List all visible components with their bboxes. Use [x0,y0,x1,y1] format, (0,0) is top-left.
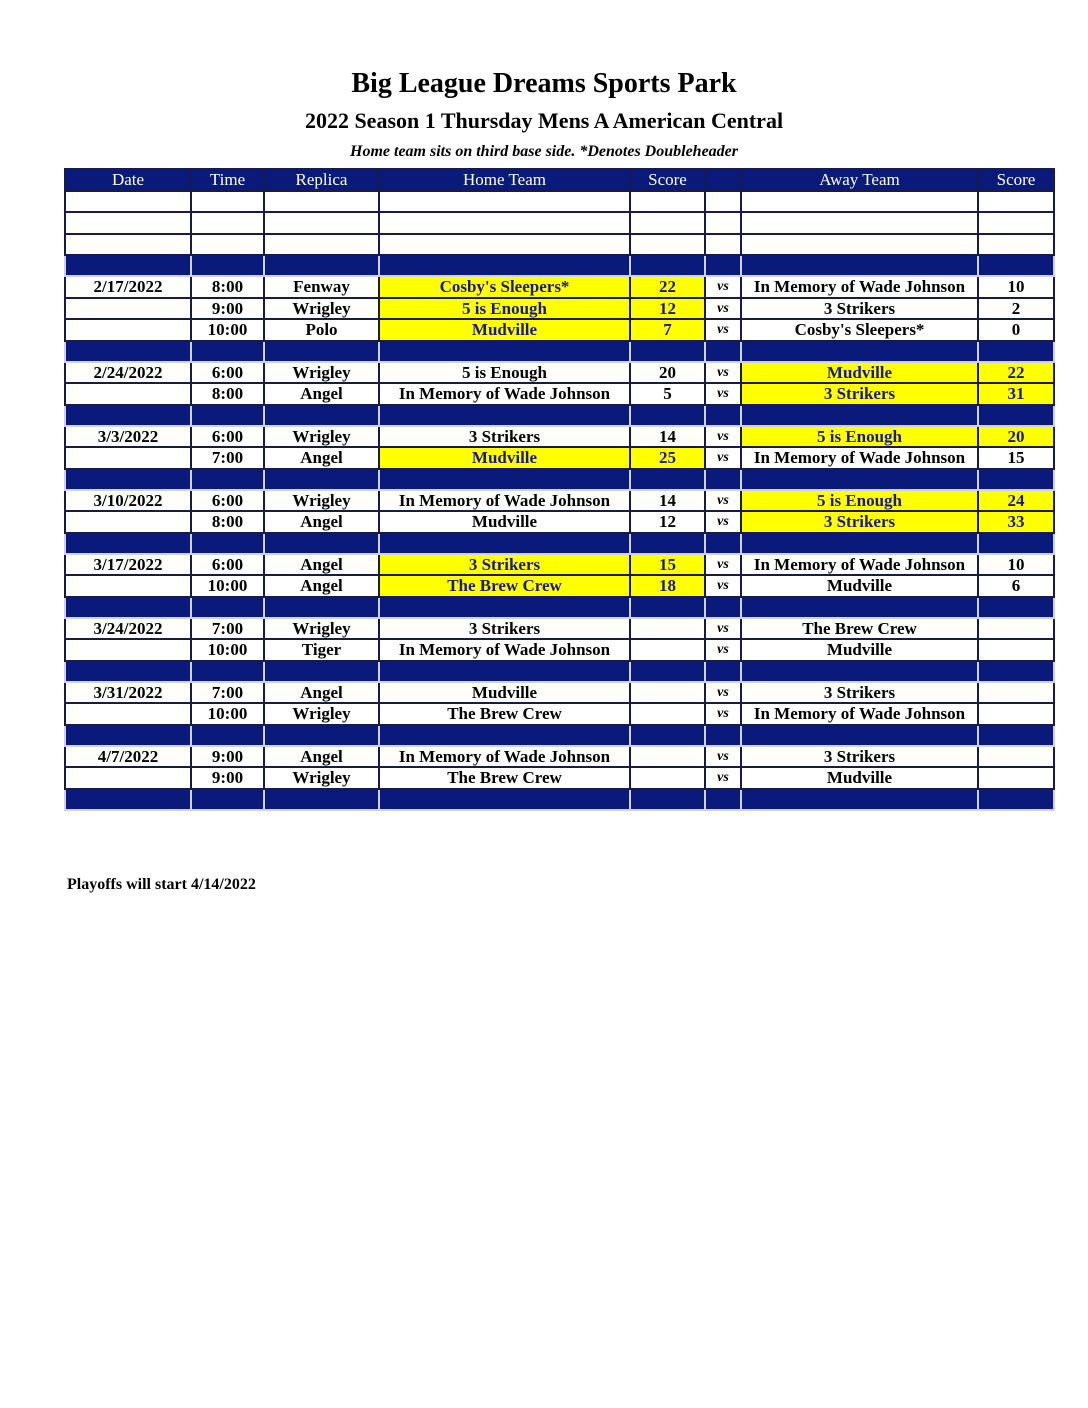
separator-cell [191,469,264,490]
separator-cell [630,405,705,426]
separator-cell [705,661,741,682]
replica-cell: Angel [264,554,379,576]
separator-cell [65,725,191,746]
vs-cell: vs [705,703,741,725]
home-team-cell: The Brew Crew [379,767,630,789]
separator-cell [741,255,978,276]
vs-cell: vs [705,682,741,704]
separator-cell [264,255,379,276]
replica-cell: Angel [264,575,379,597]
vs-cell: vs [705,383,741,405]
home-score-cell [630,703,705,725]
home-team-cell: 3 Strikers [379,554,630,576]
col-header-replica: Replica [264,169,379,191]
replica-cell: Angel [264,682,379,704]
home-score-cell [630,767,705,789]
separator-row [65,341,1054,362]
away-score-cell [978,618,1054,640]
date-cell: 2/17/2022 [65,276,191,298]
game-row [65,682,1054,704]
schedule-table [64,168,1055,811]
game-row [65,618,1054,640]
away-score-cell [978,639,1054,661]
separator-cell [978,789,1054,810]
col-header-away-team: Away Team [741,169,978,191]
separator-cell [65,469,191,490]
time-cell: 8:00 [191,383,264,405]
col-header-home-team: Home Team [379,169,630,191]
replica-cell: Wrigley [264,298,379,320]
vs-cell: vs [705,447,741,469]
blank-cell [191,234,264,256]
separator-cell [741,661,978,682]
game-row [65,511,1054,533]
separator-cell [264,661,379,682]
separator-cell [191,533,264,554]
schedule-note: Home team sits on third base side. *Denotes Doubleheader [350,143,738,160]
vs-cell: vs [705,746,741,768]
date-cell [65,447,191,469]
replica-cell: Polo [264,319,379,341]
time-cell: 10:00 [191,319,264,341]
away-score-cell: 2 [978,298,1054,320]
separator-cell [379,341,630,362]
page-title: Big League Dreams Sports Park [351,68,737,99]
separator-cell [264,725,379,746]
home-score-cell: 14 [630,490,705,512]
away-team-cell: In Memory of Wade Johnson [741,554,978,576]
separator-cell [65,405,191,426]
vs-cell: vs [705,298,741,320]
time-cell: 7:00 [191,682,264,704]
separator-cell [705,533,741,554]
replica-cell: Angel [264,383,379,405]
separator-cell [264,469,379,490]
separator-cell [191,597,264,618]
separator-row [65,255,1054,276]
separator-cell [978,405,1054,426]
blank-cell [379,234,630,256]
replica-cell: Wrigley [264,362,379,384]
separator-cell [630,661,705,682]
replica-cell: Wrigley [264,490,379,512]
date-cell: 4/7/2022 [65,746,191,768]
separator-cell [630,597,705,618]
away-team-cell: Cosby's Sleepers* [741,319,978,341]
separator-cell [65,597,191,618]
date-cell: 3/17/2022 [65,554,191,576]
blank-cell [705,234,741,256]
date-cell [65,639,191,661]
date-cell: 3/31/2022 [65,682,191,704]
home-team-cell: Mudville [379,447,630,469]
date-cell: 3/3/2022 [65,426,191,448]
away-score-cell [978,703,1054,725]
home-score-cell [630,682,705,704]
away-score-cell: 31 [978,383,1054,405]
separator-cell [630,533,705,554]
blank-cell [630,191,705,213]
vs-cell: vs [705,490,741,512]
game-row [65,319,1054,341]
page-subtitle: 2022 Season 1 Thursday Mens A American Central [304,108,784,133]
separator-cell [379,469,630,490]
separator-cell [379,597,630,618]
time-cell: 9:00 [191,298,264,320]
blank-cell [741,234,978,256]
vs-cell: vs [705,767,741,789]
blank-cell [191,191,264,213]
separator-row [65,533,1054,554]
game-row [65,746,1054,768]
blank-cell [379,212,630,234]
blank-cell [978,212,1054,234]
date-cell [65,703,191,725]
date-cell: 3/24/2022 [65,618,191,640]
blank-row [65,234,1054,256]
separator-cell [741,597,978,618]
separator-cell [705,405,741,426]
game-row [65,575,1054,597]
separator-cell [741,533,978,554]
separator-cell [630,725,705,746]
col-header-home-score: Score [630,169,705,191]
time-cell: 6:00 [191,426,264,448]
home-score-cell: 22 [630,276,705,298]
game-row [65,767,1054,789]
home-team-cell: In Memory of Wade Johnson [379,383,630,405]
separator-cell [191,341,264,362]
vs-cell: vs [705,276,741,298]
separator-cell [741,725,978,746]
away-team-cell: In Memory of Wade Johnson [741,276,978,298]
home-team-cell: 3 Strikers [379,426,630,448]
game-row [65,298,1054,320]
separator-cell [741,341,978,362]
blank-cell [379,191,630,213]
blank-cell [264,234,379,256]
separator-cell [978,341,1054,362]
separator-row [65,789,1054,810]
separator-cell [978,533,1054,554]
vs-cell: vs [705,319,741,341]
separator-row [65,405,1054,426]
separator-cell [65,533,191,554]
separator-cell [191,255,264,276]
blank-cell [630,234,705,256]
separator-cell [379,255,630,276]
game-row [65,383,1054,405]
separator-cell [630,341,705,362]
separator-cell [978,469,1054,490]
separator-cell [191,405,264,426]
vs-cell: vs [705,511,741,533]
separator-cell [379,789,630,810]
blank-cell [264,212,379,234]
separator-cell [705,597,741,618]
home-score-cell [630,618,705,640]
home-team-cell: 3 Strikers [379,618,630,640]
separator-cell [264,597,379,618]
time-cell: 6:00 [191,362,264,384]
game-row [65,703,1054,725]
home-team-cell: In Memory of Wade Johnson [379,746,630,768]
home-score-cell: 25 [630,447,705,469]
separator-row [65,469,1054,490]
vs-cell: vs [705,639,741,661]
separator-cell [978,597,1054,618]
replica-cell: Wrigley [264,426,379,448]
separator-cell [379,405,630,426]
separator-cell [705,789,741,810]
separator-cell [379,725,630,746]
away-team-cell: In Memory of Wade Johnson [741,703,978,725]
separator-cell [705,255,741,276]
away-score-cell: 24 [978,490,1054,512]
home-score-cell: 12 [630,298,705,320]
game-row [65,554,1054,576]
home-score-cell: 12 [630,511,705,533]
away-team-cell: In Memory of Wade Johnson [741,447,978,469]
away-team-cell: Mudville [741,362,978,384]
home-score-cell: 15 [630,554,705,576]
separator-cell [65,255,191,276]
blank-cell [264,191,379,213]
date-cell [65,767,191,789]
replica-cell: Tiger [264,639,379,661]
game-row [65,362,1054,384]
blank-cell [191,212,264,234]
date-cell [65,298,191,320]
schedule-body [65,191,1054,810]
separator-cell [705,469,741,490]
home-score-cell: 7 [630,319,705,341]
away-score-cell [978,682,1054,704]
blank-row [65,191,1054,213]
separator-cell [705,725,741,746]
away-team-cell: 3 Strikers [741,383,978,405]
blank-cell [705,191,741,213]
separator-cell [379,533,630,554]
vs-cell: vs [705,426,741,448]
date-cell [65,383,191,405]
blank-cell [65,212,191,234]
blank-cell [741,212,978,234]
game-row [65,490,1054,512]
time-cell: 10:00 [191,639,264,661]
separator-cell [978,255,1054,276]
away-score-cell [978,767,1054,789]
col-header-away-score: Score [978,169,1054,191]
separator-row [65,597,1054,618]
away-team-cell: 3 Strikers [741,511,978,533]
blank-cell [65,191,191,213]
away-team-cell: 3 Strikers [741,746,978,768]
time-cell: 9:00 [191,767,264,789]
separator-cell [191,661,264,682]
away-score-cell: 15 [978,447,1054,469]
home-team-cell: The Brew Crew [379,575,630,597]
separator-cell [191,789,264,810]
away-score-cell: 20 [978,426,1054,448]
separator-cell [630,789,705,810]
game-row [65,639,1054,661]
date-cell: 3/10/2022 [65,490,191,512]
date-cell: 2/24/2022 [65,362,191,384]
replica-cell: Wrigley [264,703,379,725]
time-cell: 7:00 [191,447,264,469]
time-cell: 9:00 [191,746,264,768]
time-cell: 7:00 [191,618,264,640]
separator-cell [65,661,191,682]
home-team-cell: Cosby's Sleepers* [379,276,630,298]
separator-cell [65,341,191,362]
blank-cell [630,212,705,234]
time-cell: 8:00 [191,511,264,533]
time-cell: 10:00 [191,575,264,597]
separator-cell [264,533,379,554]
separator-row [65,725,1054,746]
vs-cell: vs [705,618,741,640]
separator-cell [191,725,264,746]
separator-cell [264,341,379,362]
separator-cell [741,405,978,426]
away-team-cell: Mudville [741,639,978,661]
vs-cell: vs [705,575,741,597]
game-row [65,426,1054,448]
home-score-cell: 20 [630,362,705,384]
game-row [65,276,1054,298]
home-score-cell: 18 [630,575,705,597]
replica-cell: Fenway [264,276,379,298]
replica-cell: Angel [264,746,379,768]
blank-cell [705,212,741,234]
blank-cell [978,234,1054,256]
header-row [65,169,1054,191]
home-score-cell [630,746,705,768]
separator-cell [741,789,978,810]
separator-cell [630,469,705,490]
away-score-cell: 0 [978,319,1054,341]
blank-cell [741,191,978,213]
time-cell: 10:00 [191,703,264,725]
away-team-cell: The Brew Crew [741,618,978,640]
vs-cell: vs [705,554,741,576]
date-cell [65,575,191,597]
game-row [65,447,1054,469]
date-cell [65,511,191,533]
separator-cell [264,405,379,426]
separator-cell [264,789,379,810]
time-cell: 8:00 [191,276,264,298]
blank-cell [65,234,191,256]
time-cell: 6:00 [191,490,264,512]
separator-cell [741,469,978,490]
away-team-cell: Mudville [741,575,978,597]
away-score-cell: 10 [978,276,1054,298]
away-score-cell: 22 [978,362,1054,384]
playoffs-note: Playoffs will start 4/14/2022 [67,876,256,893]
separator-cell [65,789,191,810]
home-score-cell: 14 [630,426,705,448]
away-team-cell: 5 is Enough [741,490,978,512]
replica-cell: Wrigley [264,618,379,640]
home-team-cell: The Brew Crew [379,703,630,725]
col-header-vs [705,169,741,191]
separator-cell [705,341,741,362]
home-team-cell: Mudville [379,319,630,341]
separator-cell [978,661,1054,682]
home-score-cell: 5 [630,383,705,405]
home-team-cell: Mudville [379,511,630,533]
away-score-cell: 10 [978,554,1054,576]
away-score-cell: 33 [978,511,1054,533]
home-team-cell: In Memory of Wade Johnson [379,490,630,512]
away-score-cell [978,746,1054,768]
home-team-cell: Mudville [379,682,630,704]
replica-cell: Angel [264,447,379,469]
replica-cell: Angel [264,511,379,533]
blank-row [65,212,1054,234]
away-team-cell: 3 Strikers [741,298,978,320]
away-score-cell: 6 [978,575,1054,597]
separator-cell [978,725,1054,746]
time-cell: 6:00 [191,554,264,576]
blank-cell [978,191,1054,213]
home-team-cell: In Memory of Wade Johnson [379,639,630,661]
home-score-cell [630,639,705,661]
vs-cell: vs [705,362,741,384]
replica-cell: Wrigley [264,767,379,789]
date-cell [65,319,191,341]
separator-cell [630,255,705,276]
away-team-cell: 3 Strikers [741,682,978,704]
col-header-time: Time [191,169,264,191]
home-team-cell: 5 is Enough [379,298,630,320]
separator-row [65,661,1054,682]
separator-cell [379,661,630,682]
away-team-cell: Mudville [741,767,978,789]
col-header-date: Date [65,169,191,191]
home-team-cell: 5 is Enough [379,362,630,384]
away-team-cell: 5 is Enough [741,426,978,448]
